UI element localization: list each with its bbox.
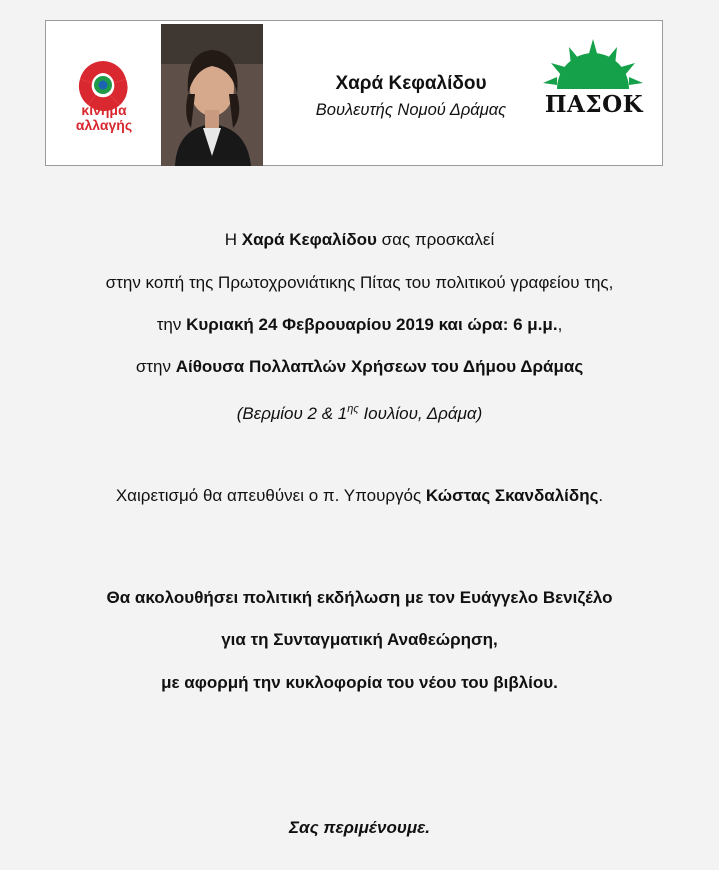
venue-address-sup: ης [347, 403, 359, 415]
venue-address-b: Ιουλίου, Δράμα) [358, 404, 483, 423]
invitation-line-3 [0, 314, 719, 336]
kinima-logo-text-2: αλλαγής [75, 117, 133, 133]
greeting-speaker: Κώστας Σκανδαλίδης [425, 486, 599, 505]
greeting-post: . [598, 486, 604, 505]
portrait-photo-icon [161, 24, 263, 166]
invitation-line-3-post: , [557, 315, 563, 334]
venue-address [0, 398, 719, 425]
pasok-logo-text: ΠΑΣΟΚ [544, 91, 644, 118]
invitation-line-1-post: σας προσκαλεί [376, 230, 495, 249]
venue-address-a: (Βερμίου 2 & 1 [236, 404, 348, 423]
event-line-2: για τη Συνταγματική Αναθεώρηση, [221, 630, 498, 649]
invitation-line-2: στην κοπή της Πρωτοχρονιάτικης Πίτας του πολιτικού γραφείου της, [105, 273, 614, 292]
invitation-line-1-pre: Η [224, 230, 242, 249]
invitation-line-4 [0, 356, 719, 378]
invitation-line-3-pre: την [156, 315, 187, 334]
kinima-logo-text-1: κίνημα [81, 102, 127, 118]
event-date: Κυριακή 24 Φεβρουαρίου 2019 και ώρα: 6 μ.μ. [186, 315, 558, 334]
invitation-line-4-pre: στην [135, 357, 176, 376]
greeting-pre: Χαιρετισμό θα απευθύνει ο π. Υπουργός [115, 486, 426, 505]
mp-title: Βουλευτής Νομού Δράμας [315, 101, 507, 119]
header-banner [45, 20, 663, 166]
greeting-line [0, 485, 719, 507]
mp-name: Χαρά Κεφαλίδου [335, 73, 487, 94]
event-line-1: Θα ακολουθήσει πολιτική εκδήλωση με τον Ευάγγελο Βενιζέλο [106, 588, 613, 607]
event-venue: Αίθουσα Πολλαπλών Χρήσεων του Δήμου Δράμας [175, 357, 584, 376]
kinima-allagis-logo-icon [68, 49, 138, 149]
invitation-line-1 [0, 229, 719, 251]
host-name: Χαρά Κεφαλίδου [241, 230, 377, 249]
pasok-sun-icon [543, 39, 643, 91]
closing-line: Σας περιμένουμε. [289, 818, 430, 837]
event-line-3: με αφορμή την κυκλοφορία του νέου του βιβλίου. [161, 673, 558, 692]
